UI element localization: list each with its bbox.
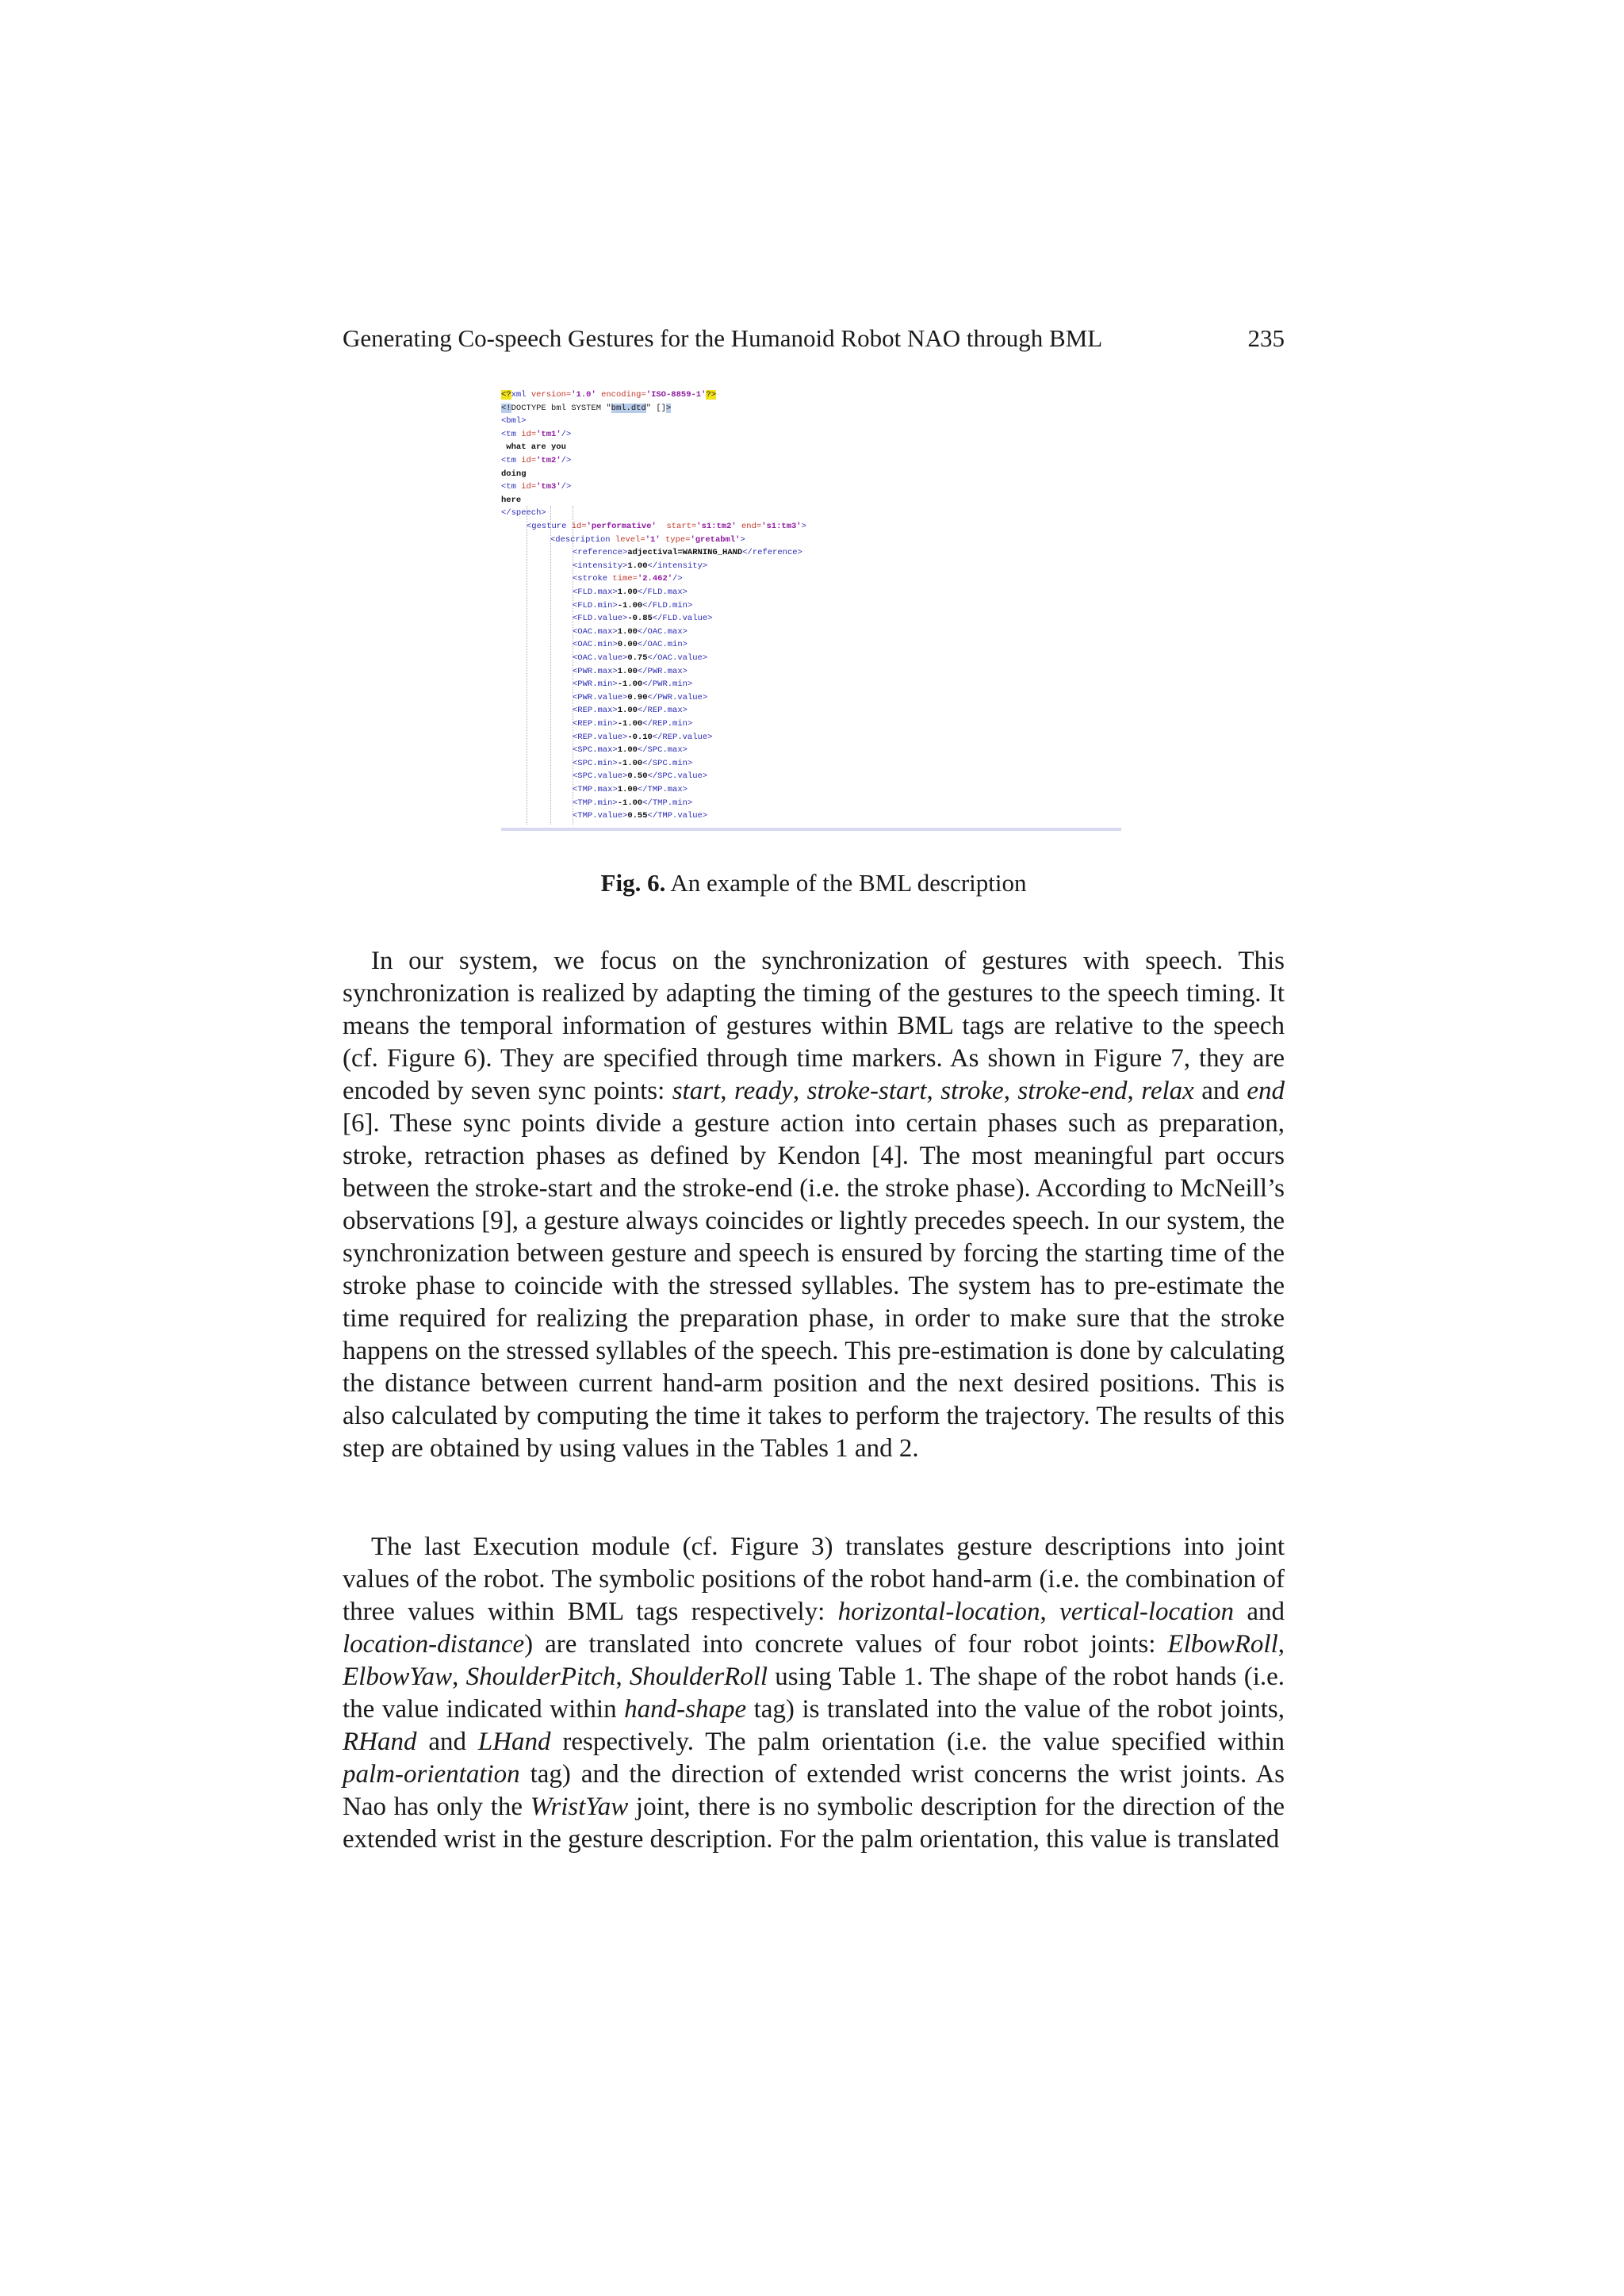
code-token: 's1:tm2' xyxy=(696,522,737,531)
italic-term: vertical-location xyxy=(1059,1598,1235,1626)
text-run: The last Execution module (cf. Figure 3) translates gesture descriptions into joint values of the robot. The symbolic positions of the robot hand-arm (i.e. the combination of three values within BML tags respectively: xyxy=(343,1533,1285,1626)
code-token: version= xyxy=(530,390,572,400)
code-token: > xyxy=(665,403,672,413)
running-head xyxy=(343,320,1285,357)
text-run: , xyxy=(1277,1630,1285,1659)
code-token: <gesture xyxy=(527,522,572,531)
text-run: , xyxy=(615,1663,630,1691)
code-token: '2.462' xyxy=(637,574,673,584)
code-token: /> xyxy=(672,574,683,584)
code-token: <intensity> xyxy=(573,561,628,571)
code-token: 1.00 xyxy=(627,561,648,571)
code-token: xml xyxy=(511,390,531,400)
caption-label: Fig. 6. xyxy=(600,869,666,897)
body-paragraph xyxy=(343,945,1285,1465)
code-token: 1.00 xyxy=(617,745,638,756)
code-token: /> xyxy=(561,429,572,439)
code-token: <FLD.value> xyxy=(573,614,628,624)
code-line xyxy=(501,441,566,453)
code-token: 'ISO-8859-1' xyxy=(645,390,707,400)
text-run: , xyxy=(720,1077,734,1105)
code-token: </SPC.max> xyxy=(637,745,688,756)
code-token: 'performative' xyxy=(586,522,657,531)
figure-caption xyxy=(343,866,1285,901)
code-token: > xyxy=(801,522,806,531)
code-token: </REP.max> xyxy=(637,706,688,716)
code-token: 'tm1' xyxy=(536,429,561,439)
code-token: 0.75 xyxy=(627,653,648,663)
text-run: , xyxy=(792,1077,807,1105)
code-line xyxy=(550,534,745,546)
body-paragraph xyxy=(343,1531,1285,1856)
code-token: id= xyxy=(521,482,537,492)
code-token: '1.0' xyxy=(571,390,596,400)
italic-term: ElbowYaw xyxy=(343,1663,453,1691)
text-run: tag) and the direction of extended wrist concerns the wrist joints. As Nao has only the xyxy=(343,1760,1285,1821)
text-run: , xyxy=(452,1663,466,1691)
code-line xyxy=(573,757,692,770)
code-line xyxy=(501,415,527,427)
code-token: 1.00 xyxy=(617,666,638,676)
italic-term: relax xyxy=(1141,1077,1194,1105)
text-run: In our system, we focus on the synchronization of gestures with speech. This synchronization is realized by adapting the timing of the gestures to the speech timing. It means the temporal information of gestures within BML tags are relative to the speech (cf. Figure 6). They are specified through time markers. As shown in Figure 7, they are encoded by seven sync points: xyxy=(343,947,1285,1105)
indent-guide xyxy=(550,506,551,825)
text-run: and xyxy=(416,1728,478,1756)
code-token: <OAC.max> xyxy=(573,626,618,637)
figure-6 xyxy=(501,387,1121,831)
italic-term: end xyxy=(1247,1077,1285,1105)
code-token: <TMP.min> xyxy=(573,798,618,808)
code-token: -1.00 xyxy=(617,600,643,610)
text-run: tag) is translated into the value of the robot joints, xyxy=(746,1695,1285,1724)
code-token: time= xyxy=(612,574,638,584)
code-line xyxy=(501,454,571,467)
italic-term: ElbowRoll xyxy=(1167,1630,1278,1659)
text-run: , xyxy=(1003,1077,1018,1105)
text-run: and xyxy=(1234,1598,1285,1626)
code-token: 0.90 xyxy=(627,692,648,702)
code-line xyxy=(573,626,688,638)
italic-term: stroke-end xyxy=(1017,1077,1128,1105)
code-line xyxy=(573,638,688,651)
code-token: doing xyxy=(501,469,527,479)
code-token: -1.00 xyxy=(617,758,643,768)
code-token: <FLD.min> xyxy=(573,600,618,610)
code-line xyxy=(573,797,692,809)
code-token: encoding= xyxy=(596,390,646,400)
code-line xyxy=(501,388,716,401)
code-token: </SPC.value> xyxy=(647,771,708,782)
code-line xyxy=(573,652,707,664)
code-line xyxy=(573,546,802,559)
code-token: end= xyxy=(736,522,762,531)
code-token: <SPC.value> xyxy=(573,771,628,782)
code-token: </FLD.value> xyxy=(652,614,713,624)
code-token: <description xyxy=(550,534,615,545)
code-token: <OAC.min> xyxy=(573,640,618,650)
italic-term: ShoulderRoll xyxy=(629,1663,768,1691)
code-line xyxy=(501,480,571,493)
code-line xyxy=(573,783,688,796)
caption-text: An example of the BML description xyxy=(670,869,1027,897)
code-token: <bml> xyxy=(501,416,527,427)
code-token: /> xyxy=(561,456,572,465)
code-token: </intensity> xyxy=(647,561,708,571)
code-line xyxy=(501,468,527,480)
code-line xyxy=(573,691,707,704)
code-token: <SPC.min> xyxy=(573,758,618,768)
code-token: id= xyxy=(521,429,537,439)
text-run: respectively. The palm orientation (i.e. the value specified within xyxy=(550,1728,1285,1756)
code-token: </OAC.max> xyxy=(637,626,688,637)
text-run: , xyxy=(926,1077,941,1105)
code-line xyxy=(501,428,571,441)
code-line xyxy=(573,586,688,599)
italic-term: stroke-start xyxy=(806,1077,927,1105)
italic-term: stroke xyxy=(940,1077,1004,1105)
code-line xyxy=(573,704,688,717)
code-token: 0.00 xyxy=(617,640,638,650)
code-token: 'gretabml' xyxy=(690,534,741,545)
code-token: <tm xyxy=(501,456,522,465)
code-token: adjectival=WARNING_HAND xyxy=(627,548,743,558)
code-line xyxy=(573,665,688,678)
code-line xyxy=(573,599,692,612)
code-token: </FLD.max> xyxy=(637,587,688,597)
italic-term: hand-shape xyxy=(624,1695,747,1724)
code-token: /> xyxy=(561,482,572,492)
code-token: </PWR.max> xyxy=(637,666,688,676)
code-token: 1.00 xyxy=(617,785,638,794)
code-token: </speech> xyxy=(501,508,546,519)
italic-term: location-distance xyxy=(343,1630,525,1659)
text-run: using Table 1. The shape of the robot hands (i.e. the value indicated within xyxy=(343,1663,1285,1724)
code-line xyxy=(501,507,546,519)
code-token: <! xyxy=(501,403,511,413)
code-token: here xyxy=(501,495,522,505)
code-token: 0.50 xyxy=(627,771,648,782)
code-token: <tm xyxy=(501,482,522,492)
italic-term: horizontal-location xyxy=(837,1598,1040,1626)
code-token: ?> xyxy=(706,390,717,400)
code-token: <REP.max> xyxy=(573,706,618,716)
code-token: </TMP.min> xyxy=(642,798,693,808)
code-token: id= xyxy=(521,456,537,465)
code-token: <PWR.min> xyxy=(573,679,618,690)
code-token: -0.10 xyxy=(627,732,653,742)
code-token: <FLD.max> xyxy=(573,587,618,597)
code-token: <stroke xyxy=(573,574,613,584)
code-token: id= xyxy=(571,522,587,531)
code-token: 'tm3' xyxy=(536,482,561,492)
code-token: <PWR.max> xyxy=(573,666,618,676)
code-token: > xyxy=(740,534,745,545)
code-token: -1.00 xyxy=(617,798,643,808)
italic-term: start xyxy=(672,1077,721,1105)
text-run: joint, there is no symbolic description for the direction of the extended wrist in the gesture description. For the palm orientation, this value is translated xyxy=(343,1793,1285,1854)
code-token: bml.dtd xyxy=(611,403,646,413)
code-token: </PWR.min> xyxy=(642,679,693,690)
code-token: </FLD.min> xyxy=(642,600,693,610)
code-token: <tm xyxy=(501,429,522,439)
code-token: <reference> xyxy=(573,548,628,558)
code-line xyxy=(573,731,712,744)
code-token: type= xyxy=(660,534,691,545)
text-run: , xyxy=(1127,1077,1142,1105)
italic-term: LHand xyxy=(477,1728,551,1756)
bml-code-screenshot xyxy=(501,387,1121,831)
code-token: </OAC.value> xyxy=(647,653,708,663)
code-token: <REP.value> xyxy=(573,732,628,742)
code-token: 'tm2' xyxy=(536,456,561,465)
code-token: <OAC.value> xyxy=(573,653,628,663)
code-token: what are you xyxy=(501,442,566,453)
code-token: <PWR.value> xyxy=(573,692,628,702)
code-token: start= xyxy=(656,522,697,531)
italic-term: WristYaw xyxy=(530,1793,629,1821)
italic-term: ShoulderPitch xyxy=(465,1663,616,1691)
text-run: ) are translated into concrete values of four robot joints: xyxy=(524,1630,1168,1659)
italic-term: palm-orientation xyxy=(343,1760,520,1789)
text-run: and xyxy=(1193,1077,1247,1105)
code-line xyxy=(573,678,692,691)
text-run: , xyxy=(1040,1598,1060,1626)
text-run: [6]. These sync points divide a gesture action into certain phases such as preparation, stroke, retraction phases as defined by Kendon [4]. The most meaningful part occurs between the stroke-start and the stroke-end (i.e. the stroke phase). According to McNeill’s observations [9], a gesture always coincides or lightly precedes speech. In our system, the synchronization between gesture and speech is ensured by forcing the starting time of the stroke phase to coincide with the stressed syllables. The system has to pre-estimate the time required for realizing the preparation phase, in order to make sure that the stroke happens on the stressed syllables of the speech. This pre-estimation is done by calculating the distance between current hand-arm position and the next desired positions. This is also calculated by computing the time it takes to perform the trajectory. The results of this step are obtained by using values in the Tables 1 and 2. xyxy=(343,1109,1285,1463)
code-line xyxy=(501,402,671,415)
code-token: '1' xyxy=(645,534,661,545)
code-token: </reference> xyxy=(742,548,802,558)
code-token: <TMP.value> xyxy=(573,811,628,821)
code-token: </SPC.min> xyxy=(642,758,693,768)
code-token: 1.00 xyxy=(617,626,638,637)
code-token: </TMP.max> xyxy=(637,785,688,794)
code-token: <SPC.max> xyxy=(573,745,618,756)
running-title: Generating Co-speech Gestures for the Humanoid Robot NAO through BML xyxy=(343,324,1103,352)
code-line xyxy=(573,612,712,625)
page-number: 235 xyxy=(1247,324,1285,352)
code-line xyxy=(573,809,707,822)
code-token: 1.00 xyxy=(617,587,638,597)
code-line xyxy=(573,718,692,730)
code-token: " [] xyxy=(645,403,666,413)
code-token: -1.00 xyxy=(617,719,643,729)
code-token: -1.00 xyxy=(617,679,643,690)
code-line xyxy=(527,520,806,533)
code-line xyxy=(501,494,521,507)
code-token: 0.55 xyxy=(627,811,648,821)
code-token: </TMP.value> xyxy=(647,811,708,821)
code-token: DOCTYPE bml SYSTEM " xyxy=(511,403,611,413)
code-token: <REP.min> xyxy=(573,719,618,729)
code-line xyxy=(573,560,707,572)
code-line xyxy=(573,770,707,783)
code-token: 1.00 xyxy=(617,706,638,716)
code-token: </REP.min> xyxy=(642,719,693,729)
italic-term: RHand xyxy=(343,1728,417,1756)
code-token: </REP.value> xyxy=(652,732,713,742)
code-line xyxy=(573,744,688,756)
code-line xyxy=(573,572,683,585)
code-token: -0.85 xyxy=(627,614,653,624)
code-token: <? xyxy=(501,390,511,400)
code-token: <TMP.max> xyxy=(573,785,618,794)
italic-term: ready xyxy=(733,1077,793,1105)
code-token: level= xyxy=(615,534,645,545)
code-token: 's1:tm3' xyxy=(761,522,802,531)
code-token: </OAC.min> xyxy=(637,640,688,650)
code-token: </PWR.value> xyxy=(647,692,708,702)
